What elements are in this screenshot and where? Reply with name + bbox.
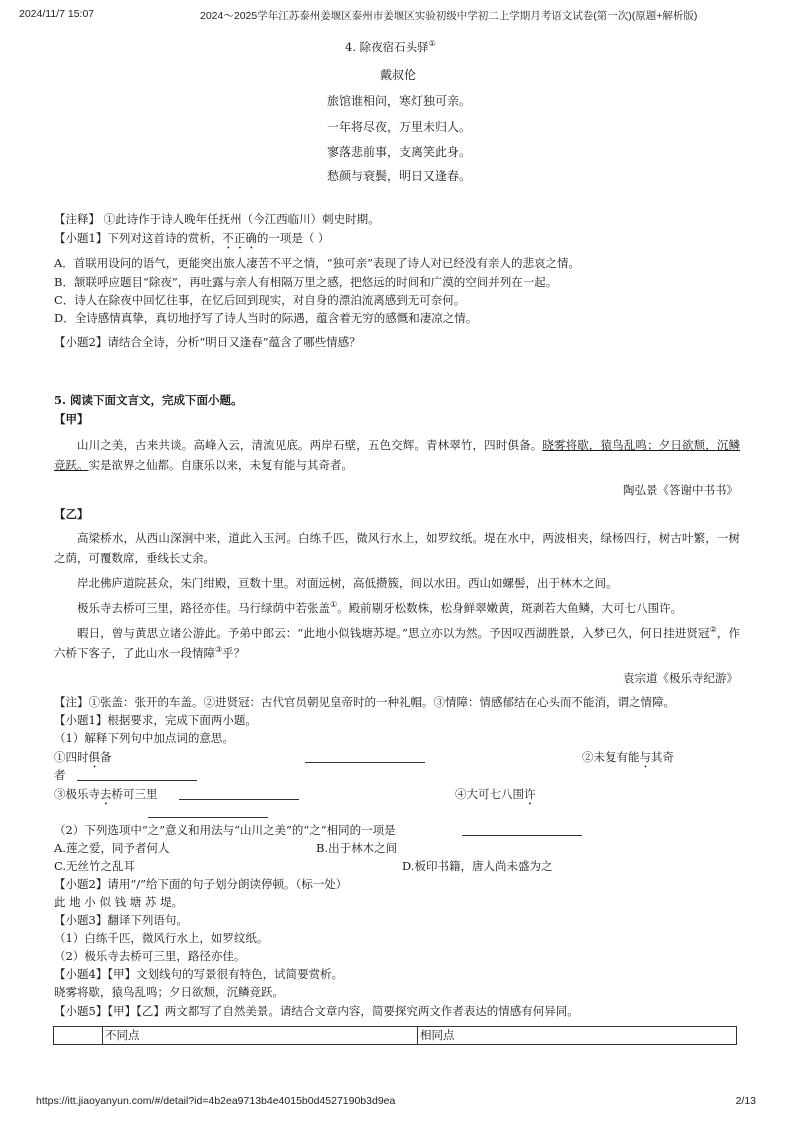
- word-item-2-cont: 者: [54, 768, 66, 782]
- q4-sub1-prompt: [54, 229, 329, 252]
- word-4-key: 许: [524, 787, 536, 801]
- table-header-different: 不同点: [103, 1027, 418, 1045]
- q5-title: 5. 阅读下面文言文，完成下面小题。: [54, 393, 243, 407]
- q4-sub1-prompt-post: 的一项是（ ）: [256, 231, 330, 245]
- poem-line-4: 愁颜与衰鬓，明日又逢春。: [327, 169, 472, 183]
- option-a: A.莲之爱，同予者何人: [54, 841, 170, 855]
- poem-line-2: 一年将尽夜，万里未归人。: [327, 120, 472, 134]
- yi-paragraph-3: [54, 598, 740, 618]
- jia-text-d: 实是欲界之仙都。自康乐以来，未复有能与其奇者。: [88, 458, 353, 472]
- q4-option-b: B．颔联呼应题目“除夜”，再吐露与亲人有相隔万里之感，把悠远的时间和广漠的空间并列在一起。: [54, 275, 558, 289]
- answer-blank-5[interactable]: [462, 823, 582, 836]
- q5-sub3: 【小题3】翻译下列语句。: [54, 913, 188, 927]
- comparison-table: [53, 1026, 737, 1045]
- q4-title-footnote: ①: [428, 39, 436, 49]
- q4-option-c: C．诗人在除夜中回忆往事，在忆后回到现实，对自身的漂泊流离感到无可奈何。: [54, 293, 466, 307]
- answer-blank-3[interactable]: [179, 787, 299, 800]
- q5-sub4: 【小题4】【甲】文划线句的写景很有特色，试简要赏析。: [54, 967, 344, 981]
- yi-p3-text-a: 极乐寺去桥可三里，路径亦佳。马行绿荫中若张盖: [77, 601, 330, 615]
- q4-note: 【注释】 ①此诗作于诗人晚年任抚州（今江西临川）刺史时期。: [54, 212, 380, 226]
- q4-title: [345, 38, 436, 56]
- table-row: [54, 1027, 737, 1045]
- q5-sub2-sentence: 此 地 小 似 钱 塘 苏 堤。: [54, 895, 184, 909]
- answer-blank-1[interactable]: [305, 750, 425, 763]
- document-title: 2024～2025学年江苏泰州姜堰区泰州市姜堰区实验初级中学初二上学期月考语文试卷(第一次)(原题+解析版): [200, 10, 698, 22]
- yi-p4-text-b: ，作六桥下客子，了此山水一段情障: [54, 626, 741, 660]
- q5-sub4-quote: 晓雾将歇，猿鸟乱鸣；夕日欲颓，沉鳞竞跃。: [54, 985, 284, 999]
- jia-text-a: 山川之美，古来共谈。高峰入云，清流见底。两岸石壁，五色交辉。青林翠竹，四时俱备。: [77, 438, 543, 452]
- jia-underlined-1: 晓雾将歇，猿鸟乱鸣；夕日欲颓，: [542, 438, 717, 452]
- word-3-key: 去: [100, 787, 112, 801]
- yi-p3-footnote: ①: [330, 600, 338, 610]
- word-item-3: [54, 785, 158, 808]
- q5-sub1-2: （2）下列选项中“之”意义和用法与“山川之美”的“之”相同的一项是: [54, 823, 396, 837]
- yi-paragraph-2: 岸北佛庐道院甚众，朱门绀殿，亘数十里。对面远树，高低攒簇，间以水田。西山如螺髻，出于林木之间。: [77, 576, 618, 590]
- yi-p4-footnote-2: ③: [215, 645, 223, 655]
- yi-paragraph-4: [54, 623, 740, 663]
- q5-sub3-2: （2）极乐寺去桥可三里，路径亦佳。: [54, 949, 246, 963]
- jia-source: 陶弘景《答谢中书书》: [623, 483, 738, 497]
- q4-option-d: D．全诗感情真挚，真切地抒写了诗人当时的际遇，蕴含着无穷的感慨和凄凉之情。: [54, 311, 478, 325]
- q4-sub1-keyword: 不正确: [222, 231, 257, 245]
- yi-p4-text-a: 暇日，曾与黄思立诸公游此。予弟中郎云：“此地小似钱塘苏堤。”思立亦以为然。予因叹西湖胜景，入梦已久，何日挂进贤冠: [77, 626, 710, 640]
- word-1-key: 俱: [88, 750, 100, 764]
- word-2-pre: ②未复有能: [582, 750, 640, 764]
- poem-author: 戴叔伦: [380, 68, 417, 82]
- q5-notes: 【注】①张盖：张开的车盖。②进贤冠：古代官员朝见皇帝时的一种礼帽。③情障：情感郁结在心头而不能消，谓之情障。: [54, 695, 675, 709]
- jia-passage: [54, 435, 740, 475]
- word-3-post: 桥可三里: [111, 787, 158, 801]
- q5-sub2: 【小题2】请用“/”给下面的句子划分朗读停顿。（标一处）: [54, 877, 348, 891]
- option-c: C.无丝竹之乱耳: [54, 859, 136, 873]
- yi-p3-text-b: 。殿前剔牙松数株，松身鲜翠嫩黄，斑剥若大鱼鳞，大可七八围许。: [337, 601, 683, 615]
- word-3-pre: ③极乐寺: [54, 787, 100, 801]
- print-timestamp: 2024/11/7 15:07: [19, 8, 95, 20]
- word-item-4: [455, 785, 536, 808]
- q4-option-a: A．首联用设问的语气，更能突出旅人凄苦不平之情，“独可亲”表现了诗人对已经没有亲人的悲哀之情。: [54, 256, 581, 270]
- answer-blank-4[interactable]: [148, 805, 268, 818]
- jia-underlined-2: 沉鳞竞跃。: [54, 438, 741, 472]
- poem-line-1: 旅馆谁相问，寒灯独可亲。: [327, 94, 472, 108]
- q4-sub2: 【小题2】请结合全诗，分析“明日又逢春”蕴含了哪些情感？: [54, 335, 361, 349]
- word-1-pre: ①四时: [54, 750, 89, 764]
- q4-sub1-prompt-pre: 【小题1】下列对这首诗的赏析，: [54, 231, 223, 245]
- yi-p4-text-c: 乎？: [222, 646, 246, 660]
- word-1-post: 备: [100, 750, 112, 764]
- yi-p4-footnote-1: ②: [709, 625, 717, 635]
- word-item-2: [582, 748, 674, 771]
- q4-title-text: 4. 除夜宿石头驿: [345, 40, 429, 54]
- q5-sub3-1: （1）白练千匹，微风行水上，如罗纹纸。: [54, 931, 269, 945]
- yi-source: 袁宗道《极乐寺纪游》: [623, 671, 738, 685]
- answer-blank-2[interactable]: [77, 768, 197, 781]
- q5-sub5: 【小题5】【甲】【乙】两文都写了自然美景。请结合文章内容，简要探究两文作者表达的情感有何异同。: [54, 1004, 579, 1018]
- word-2-post: 其奇: [651, 750, 674, 764]
- table-header-empty: [54, 1027, 103, 1045]
- poem-line-3: 寥落悲前事，支离笑此身。: [327, 145, 472, 159]
- word-4-pre: ④大可七八围: [455, 787, 524, 801]
- footer-url: https://itt.jiaoyanyun.com/#/detail?id=4b2ea9713b4e4015b0d4527190b3d9ea: [36, 1095, 396, 1107]
- page-number: 2/13: [735, 1095, 756, 1107]
- option-d: D.板印书籍，唐人尚未盛为之: [402, 859, 553, 873]
- q5-sub1: 【小题1】根据要求，完成下面两小题。: [54, 713, 257, 727]
- word-2-key: 与: [639, 750, 651, 764]
- q5-sub1-1: （1）解释下列句中加点词的意思。: [54, 731, 234, 745]
- jia-label: 【甲】: [54, 412, 89, 426]
- yi-label: 【乙】: [54, 507, 89, 521]
- yi-paragraph-1: 高梁桥水，从西山深涧中来，道此入玉河。白练千匹，微风行水上，如罗纹纸。堤在水中，两波相夹，绿杨四行，树古叶繁，一树之荫，可覆数席，垂线长丈余。: [54, 531, 740, 565]
- option-b: B.出于林木之间: [316, 841, 398, 855]
- table-header-same: 相同点: [418, 1027, 737, 1045]
